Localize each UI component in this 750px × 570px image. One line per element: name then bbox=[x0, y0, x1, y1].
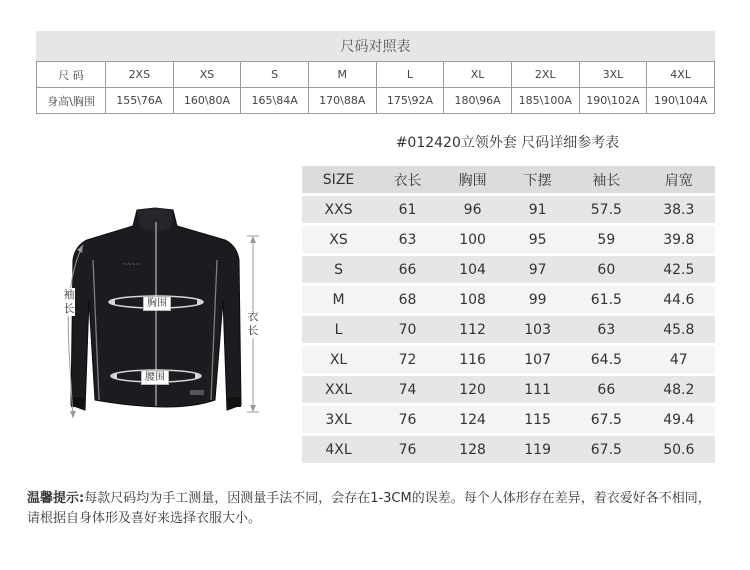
table-cell: L bbox=[376, 62, 444, 88]
detail-header-row bbox=[302, 166, 715, 193]
table-cell: 91 bbox=[528, 201, 547, 218]
table-cell: 49.4 bbox=[663, 411, 695, 428]
table-cell: 107 bbox=[524, 351, 551, 368]
table-cell: 3XL bbox=[325, 411, 352, 428]
table-row bbox=[302, 406, 715, 433]
table-cell: 63 bbox=[597, 321, 616, 338]
table-cell: 103 bbox=[524, 321, 551, 338]
table-cell: 66 bbox=[398, 261, 417, 278]
conversion-title: 尺码对照表 bbox=[36, 31, 715, 61]
table-header: 衣长 bbox=[375, 166, 440, 193]
table-cell: M bbox=[332, 291, 345, 308]
table-cell: 66 bbox=[597, 381, 616, 398]
table-header: 肩宽 bbox=[643, 166, 715, 193]
table-cell: 60 bbox=[597, 261, 616, 278]
table-cell: 38.3 bbox=[663, 201, 695, 218]
table-cell: 97 bbox=[528, 261, 547, 278]
table-cell: 100 bbox=[459, 231, 486, 248]
table-cell: 76 bbox=[398, 411, 417, 428]
table-cell: 96 bbox=[463, 201, 482, 218]
table-cell: 115 bbox=[524, 411, 551, 428]
table-row bbox=[302, 256, 715, 283]
conversion-table bbox=[36, 61, 715, 114]
table-cell: 70 bbox=[398, 321, 417, 338]
table-header: 袖长 bbox=[570, 166, 642, 193]
table-cell: 42.5 bbox=[663, 261, 695, 278]
table-row bbox=[302, 316, 715, 343]
table-cell: 76 bbox=[398, 441, 417, 458]
table-cell: XS bbox=[329, 231, 348, 248]
table-cell: 4XL bbox=[325, 441, 352, 458]
table-cell: 45.8 bbox=[663, 321, 695, 338]
table-cell: L bbox=[334, 321, 343, 338]
table-cell: S bbox=[334, 261, 343, 278]
jacket-illustration bbox=[45, 200, 280, 430]
conversion-header-row bbox=[37, 62, 715, 88]
note-label: 温馨提示: bbox=[27, 491, 85, 506]
table-cell: 4XL bbox=[647, 62, 715, 88]
svg-text:~~~~: ~~~~ bbox=[123, 262, 140, 268]
table-cell: 72 bbox=[398, 351, 417, 368]
chest-label: 胸围 bbox=[143, 296, 171, 311]
table-cell: 74 bbox=[398, 381, 417, 398]
table-row bbox=[302, 226, 715, 253]
table-cell: 170\88A bbox=[308, 88, 376, 114]
table-cell: 59 bbox=[597, 231, 616, 248]
table-cell: 104 bbox=[459, 261, 486, 278]
table-cell: 190\102A bbox=[579, 88, 647, 114]
sleeve-label: 袖长 bbox=[63, 288, 75, 315]
table-cell: 111 bbox=[524, 381, 551, 398]
table-cell: 2XS bbox=[106, 62, 174, 88]
table-cell: 61.5 bbox=[590, 291, 622, 308]
table-cell: 尺 码 bbox=[37, 62, 106, 88]
table-cell: 95 bbox=[528, 231, 547, 248]
table-cell: 185\100A bbox=[511, 88, 579, 114]
table-cell: 165\84A bbox=[241, 88, 309, 114]
table-cell: 50.6 bbox=[663, 441, 695, 458]
table-cell: 108 bbox=[459, 291, 486, 308]
table-cell: XS bbox=[173, 62, 241, 88]
table-cell: M bbox=[308, 62, 376, 88]
table-cell: 112 bbox=[459, 321, 486, 338]
conversion-value-row bbox=[37, 88, 715, 114]
table-cell: 160\80A bbox=[173, 88, 241, 114]
jacket-diagram bbox=[45, 200, 280, 430]
table-cell: 119 bbox=[524, 441, 551, 458]
table-cell: 61 bbox=[398, 201, 417, 218]
table-header: 下摆 bbox=[505, 166, 570, 193]
table-cell: 57.5 bbox=[590, 201, 622, 218]
table-cell: 190\104A bbox=[647, 88, 715, 114]
table-cell: 67.5 bbox=[590, 411, 622, 428]
length-label: 衣长 bbox=[247, 310, 259, 337]
table-cell: 2XL bbox=[511, 62, 579, 88]
table-row bbox=[302, 346, 715, 373]
table-cell: XXL bbox=[325, 381, 353, 398]
table-cell: 39.8 bbox=[663, 231, 695, 248]
table-row bbox=[302, 196, 715, 223]
table-cell: 3XL bbox=[579, 62, 647, 88]
table-cell: 128 bbox=[459, 441, 486, 458]
table-cell: 68 bbox=[398, 291, 417, 308]
table-cell: 47 bbox=[669, 351, 688, 368]
detail-table bbox=[302, 163, 715, 466]
table-cell: 身高\胸围 bbox=[37, 88, 106, 114]
table-cell: 44.6 bbox=[663, 291, 695, 308]
table-cell: 67.5 bbox=[590, 441, 622, 458]
table-cell: S bbox=[241, 62, 309, 88]
table-cell: XL bbox=[444, 62, 512, 88]
table-cell: 120 bbox=[459, 381, 486, 398]
note-text: 每款尺码均为手工测量，因测量手法不同，会存在1-3CM的误差。每个人体形存在差异，着衣爱好各不相同，请根据自身体形及喜好来选择衣服大小。 bbox=[27, 491, 711, 526]
table-cell: 99 bbox=[528, 291, 547, 308]
detail-title: #012420立领外套 尺码详细参考表 bbox=[395, 135, 620, 151]
table-cell: 155\76A bbox=[106, 88, 174, 114]
table-cell: XL bbox=[329, 351, 348, 368]
table-row bbox=[302, 376, 715, 403]
table-cell: 63 bbox=[398, 231, 417, 248]
note bbox=[27, 489, 717, 529]
table-cell: 64.5 bbox=[590, 351, 622, 368]
table-row bbox=[302, 436, 715, 463]
table-cell: 180\96A bbox=[444, 88, 512, 114]
table-row bbox=[302, 286, 715, 313]
table-header: SIZE bbox=[302, 166, 375, 193]
table-cell: 48.2 bbox=[663, 381, 695, 398]
table-cell: XXS bbox=[324, 201, 353, 218]
table-cell: 116 bbox=[459, 351, 486, 368]
table-cell: 175\92A bbox=[376, 88, 444, 114]
table-cell: 124 bbox=[459, 411, 486, 428]
table-header: 胸围 bbox=[440, 166, 505, 193]
waist-label: 腰围 bbox=[141, 370, 169, 385]
